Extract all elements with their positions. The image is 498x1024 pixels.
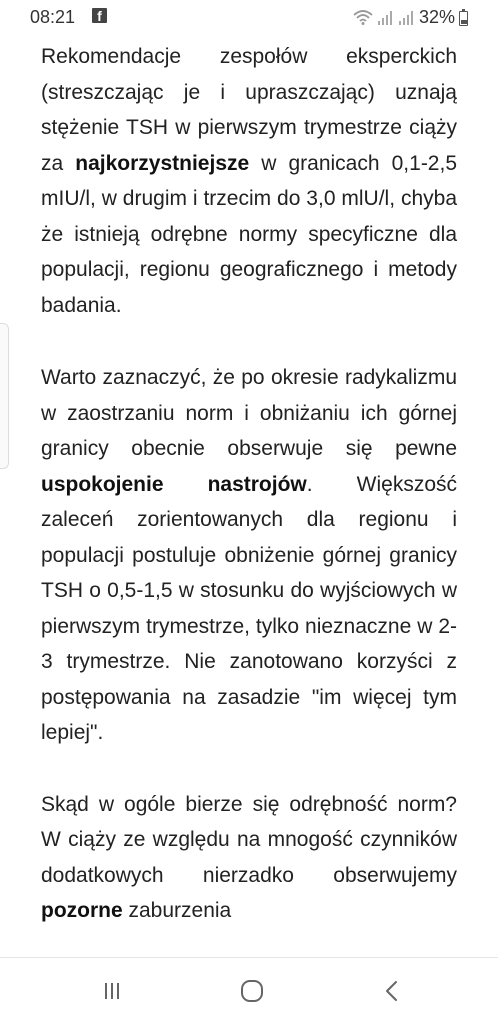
article-paragraph: Warto zaznaczyć, że po okresie radykalizmu w zaostrzaniu norm i obniżaniu ich górnej granicy obecnie obserwuje się pewne uspokojenie nastrojów. Większość zaleceń zorientowanych dla regionu i populacji postuluje obniżenie górnej granicy TSH o 0,5-1,5 w stosunku do wyjściowych w pierwszym trymestrze, tylko nieznaczne w 2-3 trymestrze. Nie zanotowano korzyści z postępowania na zasadzie "im więcej tym lepiej". bbox=[41, 366, 457, 744]
status-bar bbox=[0, 0, 498, 34]
recent-apps-button[interactable] bbox=[82, 974, 142, 1008]
back-icon bbox=[382, 980, 402, 1002]
article-content bbox=[41, 39, 457, 929]
recent-apps-icon bbox=[102, 981, 122, 1001]
signal-icon bbox=[398, 9, 415, 26]
bold-text: najkorzystniejsze bbox=[75, 151, 250, 175]
status-time: 08:21 bbox=[30, 7, 76, 27]
bold-text: uspokojenie nastrojów bbox=[41, 472, 307, 496]
back-button[interactable] bbox=[362, 974, 422, 1008]
navigation-bar bbox=[0, 957, 498, 1024]
battery-icon bbox=[459, 9, 468, 26]
home-button[interactable] bbox=[222, 974, 282, 1008]
article-paragraph: Rekomendacje zespołów eksperckich (streszczając je i upraszczając) uznają stężenie TSH w pierwszym trymestrze ciąży za najkorzystniejsze w granicach 0,1-2,5 mIU/l, w drugim i trzecim do 3,0 mlU/l, chyba że istnieją odrębne normy specyficzne dla populacji, regionu geograficznego i metody badania. bbox=[41, 45, 458, 317]
wifi-icon bbox=[353, 9, 373, 25]
battery-percent: 32% bbox=[418, 6, 455, 27]
edge-panel-handle[interactable] bbox=[0, 323, 9, 469]
facebook-icon: f bbox=[92, 8, 107, 23]
article-paragraph: Skąd w ogóle bierze się odrębność norm? W ciąży ze względu na mnogość czynników dodatkowych nierzadko obserwujemy pozorne zaburzenia bbox=[41, 792, 457, 922]
system-icons bbox=[353, 6, 468, 28]
home-icon bbox=[239, 978, 265, 1004]
bold-text: pozorne bbox=[41, 899, 123, 922]
signal-icon bbox=[377, 9, 394, 26]
